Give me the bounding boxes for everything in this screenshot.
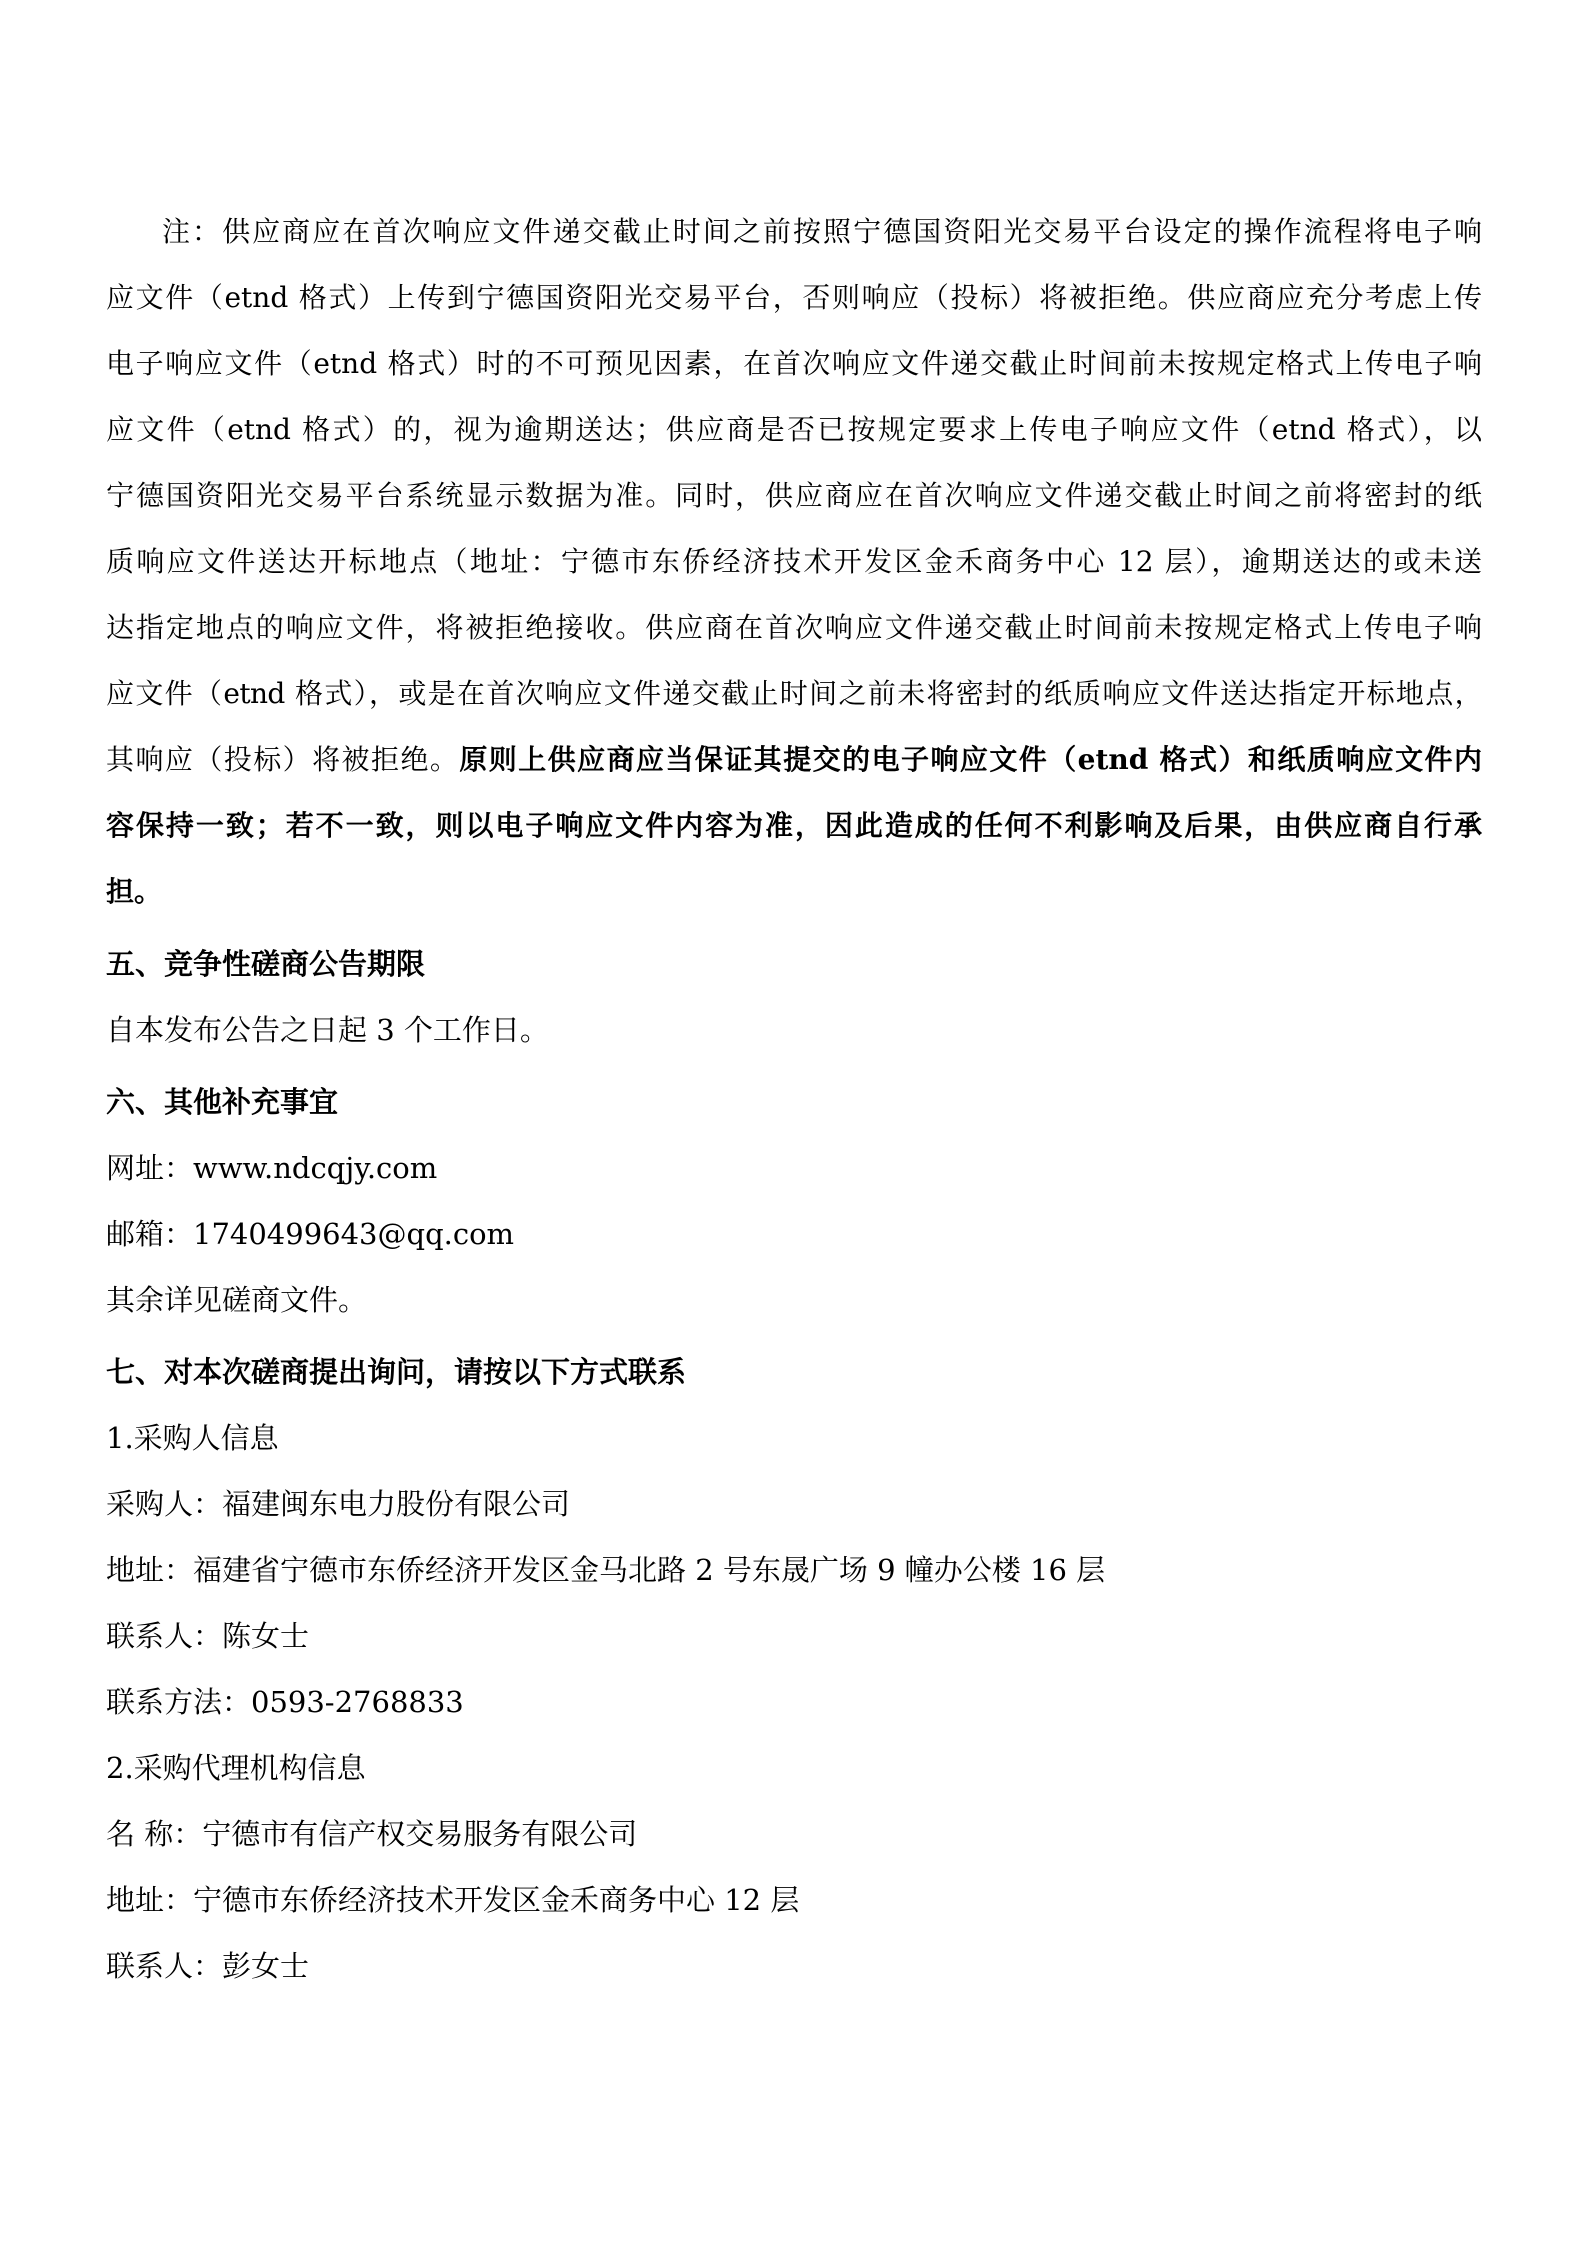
note-paragraph-line [106, 727, 1482, 793]
email-line: 邮箱：1740499643@qq.com [106, 1217, 515, 1251]
note-paragraph-line [106, 661, 1482, 727]
purchaser-phone-line: 联系方法：0593-2768833 [106, 1685, 464, 1719]
note-text-regular: 应文件（etnd 格式），或是在首次响应文件递交截止时间之前未将密封的纸质响应文件送达指定开标地点， [106, 677, 1482, 710]
note-paragraph-line [106, 529, 1482, 595]
note-text-bold: 容保持一致；若不一致，则以电子响应文件内容为准，因此造成的任何不利影响及后果，由供应商自行承 [106, 809, 1482, 842]
note-text-regular: 电子响应文件（etnd 格式）时的不可预见因素，在首次响应文件递交截止时间前未按规定格式上传电子响 [106, 347, 1482, 380]
note-paragraph-line [106, 397, 1482, 463]
note-text-regular: 质响应文件送达开标地点（地址：宁德市东侨经济技术开发区金禾商务中心 12 层），逾期送达的或未送 [106, 545, 1482, 578]
note-text-regular: 应文件（etnd 格式）上传到宁德国资阳光交易平台，否则响应（投标）将被拒绝。供应商应充分考虑上传 [106, 281, 1482, 314]
note-text-regular: 达指定地点的响应文件，将被拒绝接收。供应商在首次响应文件递交截止时间前未按规定格式上传电子响 [106, 611, 1482, 644]
note-paragraph-line [106, 793, 1482, 859]
purchaser-contact-line: 联系人：陈女士 [106, 1619, 310, 1653]
agency-contact-line: 联系人：彭女士 [106, 1949, 310, 1983]
section-6-heading: 六、其他补充事宜 [106, 1085, 339, 1119]
note-paragraph-line [106, 859, 1482, 925]
note-text-regular: 注：供应商应在首次响应文件递交截止时间之前按照宁德国资阳光交易平台设定的操作流程将电子响 [162, 215, 1482, 248]
note-paragraph-line [106, 463, 1482, 529]
note-text-regular: 应文件（etnd 格式）的，视为逾期送达；供应商是否已按规定要求上传电子响应文件（etnd 格式），以 [106, 413, 1482, 446]
note-text-regular: 其响应（投标）将被拒绝。 [106, 743, 460, 776]
section-7-heading: 七、对本次磋商提出询问，请按以下方式联系 [106, 1355, 687, 1389]
note-paragraph-line [106, 265, 1482, 331]
purchaser-name-line: 采购人：福建闽东电力股份有限公司 [106, 1487, 571, 1521]
note-text-bold: 担。 [106, 875, 163, 908]
note-paragraph-line [106, 331, 1482, 397]
agency-name-line: 名 称：宁德市有信产权交易服务有限公司 [106, 1817, 638, 1851]
agency-info-title: 2.采购代理机构信息 [106, 1751, 366, 1785]
note-text-bold: 原则上供应商应当保证其提交的电子响应文件（etnd 格式）和纸质响应文件内 [459, 743, 1482, 776]
note-paragraph-line [106, 595, 1482, 661]
purchaser-address-line: 地址：福建省宁德市东侨经济开发区金马北路 2 号东晟广场 9 幢办公楼 16 层 [106, 1553, 1106, 1587]
section-5-heading: 五、竞争性磋商公告期限 [106, 947, 426, 981]
note-paragraph-line [106, 199, 1482, 265]
website-line: 网址：www.ndcqjy.com [106, 1151, 438, 1185]
purchaser-info-title: 1.采购人信息 [106, 1421, 279, 1455]
note-text-regular: 宁德国资阳光交易平台系统显示数据为准。同时，供应商应在首次响应文件递交截止时间之前将密封的纸 [106, 479, 1482, 512]
see-documents-line: 其余详见磋商文件。 [106, 1283, 368, 1317]
note-paragraph [106, 199, 1482, 925]
announcement-period-line: 自本发布公告之日起 3 个工作日。 [106, 1013, 549, 1047]
agency-address-line: 地址：宁德市东侨经济技术开发区金禾商务中心 12 层 [106, 1883, 800, 1917]
document-content [106, 199, 1482, 1999]
